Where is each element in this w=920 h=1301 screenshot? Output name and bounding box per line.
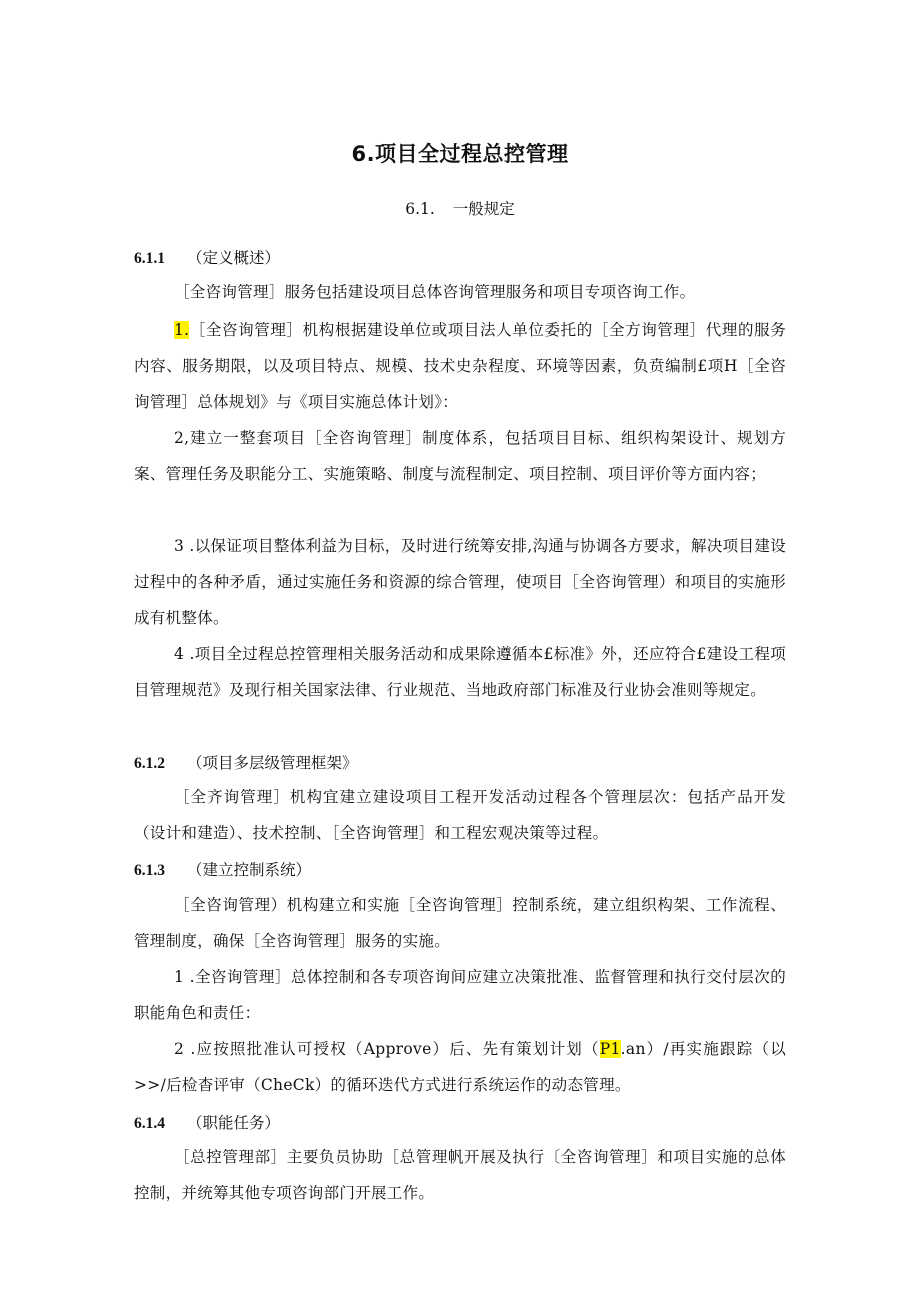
paragraph-text: .an）/再实施跟踪（以>>/后检杳评审（CheCk）的循环迭代方式进行系统运作的动态管理。: [134, 1040, 786, 1094]
clause-title: （建立控制系统）: [187, 861, 312, 879]
chapter-title: 6.项目全过程总控管理: [351, 142, 569, 166]
paragraph-item-3: 3 .以保证项目整体利益为目标，及时进行统筹安排,沟通与协调各方要求，解决项目建设过程中的各种矛盾，通过实施任务和资源的综合管理，使项目［全咨询管理）和项目的实施形成有机整体。: [134, 537, 786, 627]
clause-heading-6-1-3: [134, 858, 311, 880]
paragraph-control-item-1: 1 .全咨询管理］总体控制和各专项咨询间应建立决策批准、监督管理和执行交付层次的职能角色和责任：: [134, 968, 786, 1022]
clause-heading-6-1-4: [134, 1111, 280, 1133]
highlight-mark: P1: [599, 1040, 621, 1058]
paragraph-framework: ［全齐询管理］机构宜建立建设项目工程开发活动过程各个管理层次：包括产品开发（设计和建造）、技术控制、［全咨询管理］和工程宏观决策等过程。: [134, 788, 786, 842]
paragraph-item-4: 4 .项目全过程总控管理相关服务活动和成果除遵循本£标准》外，还应符合£建设工程项目管理规范》及现行相关国家法律、行业规范、当地政府部门标准及行业协会准则等规定。: [134, 645, 786, 699]
paragraph-text: ［全咨询管理］机构根据建设单位或项目法人单位委托的［全方询管理］代理的服务内容、服务期限，以及项目特点、规模、技术史杂程度、环境等因素，负贲编制£项H［全咨询管理］总体规划》与《项目实施总体计划》：: [134, 321, 786, 411]
clause-heading-6-1-1: [134, 246, 280, 268]
clause-number: 6.1.4: [134, 1115, 165, 1132]
section-name: 一般规定: [452, 200, 515, 218]
paragraph-functions: ［总控管理部］主要负员协助［总管理帆开展及执行〔全咨询管理］和项目实施的总体控制，并统筹其他专项咨询部门开展工作。: [134, 1148, 786, 1202]
paragraph-item-1: [134, 312, 786, 420]
paragraph-text: 2 .应按照批准认可授权（Approve）后、先有策划计划（: [174, 1040, 600, 1058]
highlight-mark: 1.: [174, 321, 190, 339]
section-title: [0, 197, 920, 219]
clause-title: （项目多层级管理框架》: [187, 754, 358, 772]
clause-heading-6-1-2: [134, 751, 358, 773]
paragraph-item-2: 2,建立一整套项目［全咨询管理］制度体系，包括项目目标、组织构架设计、规划方案、管理任务及职能分工、实施策略、制度与流程制定、项目控制、项目评价等方面内容；: [134, 429, 786, 483]
clause-number: 6.1.3: [134, 862, 165, 879]
clause-title: （职能任务）: [187, 1114, 281, 1132]
clause-number: 6.1.1: [134, 250, 165, 267]
clause-title: （定义概述）: [187, 249, 281, 267]
clause-number: 6.1.2: [134, 755, 165, 772]
paragraph-control-system: ［全咨询管理）机构建立和实施［全咨询管理］控制系统，建立组织构架、工作流程、管理制度，确保［全咨询管理］服务的实施。: [134, 896, 786, 950]
section-number: 6.1.: [405, 200, 435, 218]
paragraph-control-item-2: [134, 1031, 786, 1103]
paragraph-overview: ［全咨询管理］服务包括建设项目总体咨询管理服务和项目专项咨询工作。: [174, 283, 696, 301]
